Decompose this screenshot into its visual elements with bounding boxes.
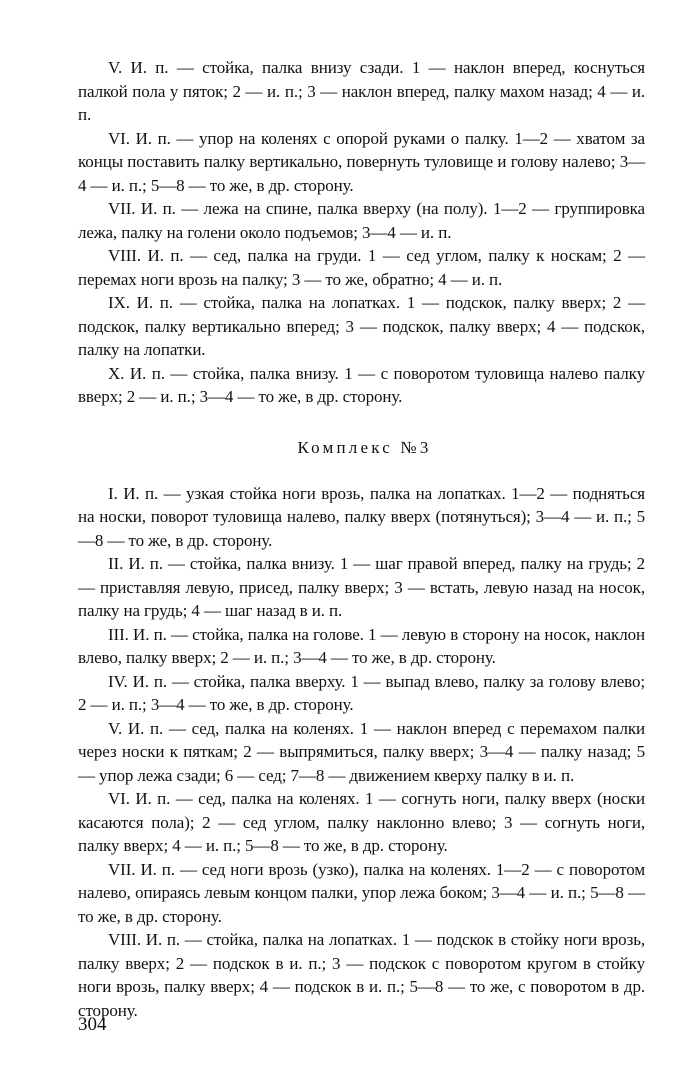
exercise-paragraph: IV. И. п. — стойка, палка вверху. 1 — выпад влево, палку за голову влево; 2 — и. п.; 3—4 — то же, в др. сторону. <box>78 671 645 714</box>
exercise-paragraph: VI. И. п. — упор на коленях с опорой руками о палку. 1—2 — хватом за концы поставить палку вертикально, повернуть туловище и голову налево; 3—4 — и. п.; 5—8 — то же, в др. сторону. <box>78 128 645 195</box>
exercise-paragraph: VIII. И. п. — стойка, палка на лопатках. 1 — подскок в стойку ноги врозь, палку вверх; 2 — подскок в и. п.; 3 — подскок с поворотом кругом в стойку ноги врозь, палку вверх; 4 — подскок в и. п.; 5—8 — то же, с поворотом в др. сторону. <box>78 930 645 1020</box>
exercise-paragraph: I. И. п. — узкая стойка ноги врозь, палка на лопатках. 1—2 — подняться на носки, поворот туловища налево, палку вверх (потянуться); 3—4 — и. п.; 5—8 — то же, в др. сторону. <box>78 483 645 550</box>
exercise-list-complex-3 <box>78 482 645 1023</box>
exercise-list-top <box>78 56 645 409</box>
exercise-paragraph: V. И. п. — стойка, палка внизу сзади. 1 — наклон вперед, коснуться палкой пола у пяток; 2 — и. п.; 3 — наклон вперед, палку махом назад; 4 — и. п. <box>78 58 645 124</box>
section-heading: Комплекс №3 <box>297 437 432 457</box>
exercise-paragraph: VI. И. п. — сед, палка на коленях. 1 — согнуть ноги, палку вверх (носки касаются пола); 2 — сед углом, палку наклонно влево; 3 — согнуть ноги, палку вверх; 4 — и. п.; 5—8 — то же, в др. сторону. <box>78 789 645 855</box>
exercise-paragraph: X. И. п. — стойка, палка внизу. 1 — с поворотом туловища налево палку вверх; 2 — и. п.; 3—4 — то же, в др. сторону. <box>78 363 645 406</box>
exercise-paragraph: VIII. И. п. — сед, палка на груди. 1 — сед углом, палку к носкам; 2 — перемах ноги врозь на палку; 3 — то же, обратно; 4 — и. п. <box>78 246 645 289</box>
exercise-paragraph: IX. И. п. — стойка, палка на лопатках. 1 — подскок, палку вверх; 2 — подскок, палку вертикально вперед; 3 — подскок, палку вверх; 4 — подскок, палку на лопатки. <box>78 293 645 359</box>
exercise-paragraph: VII. И. п. — лежа на спине, палка вверху (на полу). 1—2 — группировка лежа, палку на голени около подъемов; 3—4 — и. п. <box>78 199 645 242</box>
exercise-paragraph: VII. И. п. — сед ноги врозь (узко), палка на коленях. 1—2 — с поворотом налево, опираясь левым концом палки, упор лежа боком; 3—4 — и. п.; 5—8 — то же, в др. сторону. <box>78 859 645 926</box>
exercise-paragraph: II. И. п. — стойка, палка внизу. 1 — шаг правой вперед, палку на грудь; 2 — приставляя левую, присед, палку вверх; 3 — встать, левую назад на носок, палку на грудь; 4 — шаг назад в и. п. <box>78 554 645 620</box>
page-number: 304 <box>78 1014 107 1035</box>
exercise-paragraph: III. И. п. — стойка, палка на голове. 1 — левую в сторону на носок, наклон влево, палку вверх; 2 — и. п.; 3—4 — то же, в др. сторону. <box>78 624 645 667</box>
exercise-paragraph: V. И. п. — сед, палка на коленях. 1 — наклон вперед с перемахом палки через носки к пяткам; 2 — выпрямиться, палку вверх; 3—4 — палку назад; 5 — упор лежа сзади; 6 — сед; 7—8 — движением кверху палку в и. п. <box>78 718 645 785</box>
